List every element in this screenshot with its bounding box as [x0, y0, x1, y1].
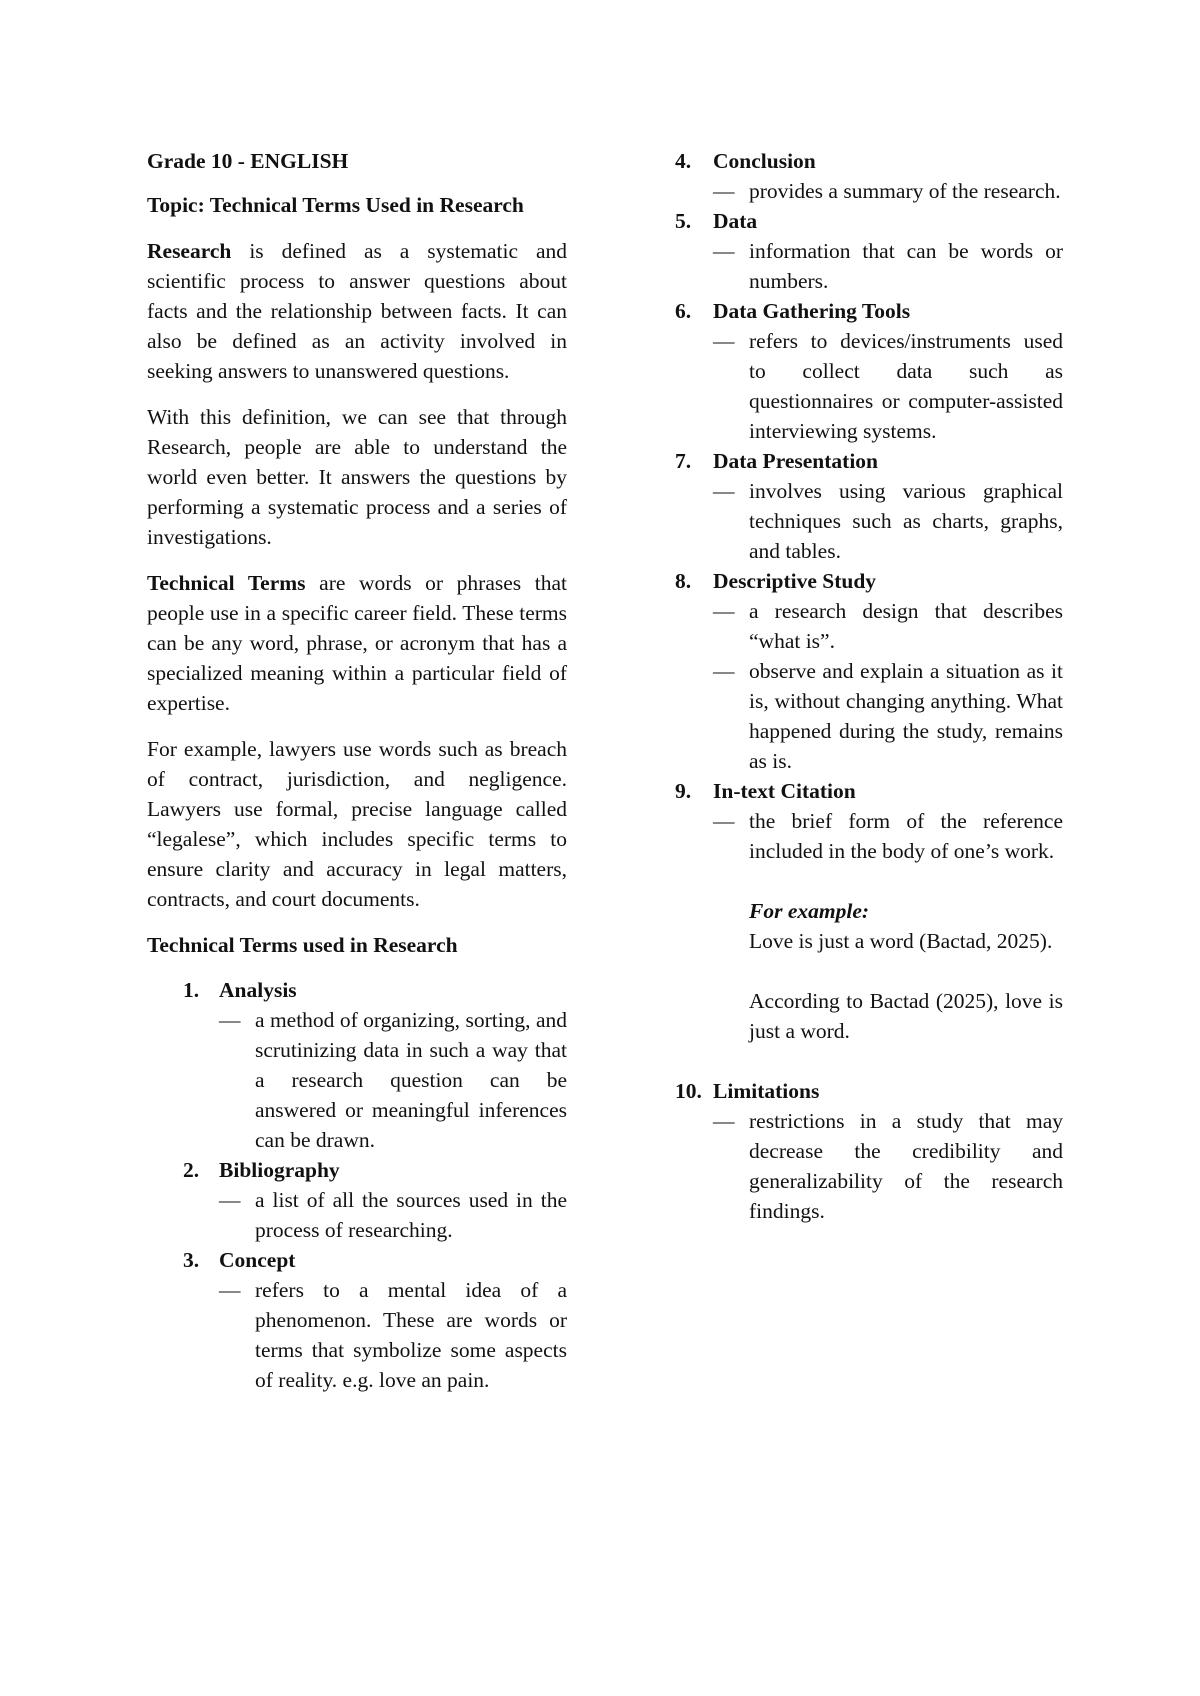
definition-text: a method of organizing, sorting, and scrutinizing data in such a way that a research question can be answered or meaningful inferences can be drawn.: [255, 1008, 567, 1152]
term-name: Limitations: [713, 1079, 820, 1103]
term-item-conclusion: [675, 146, 1063, 206]
research-definition-text: is defined as a systematic and scientific process to answer questions about facts and the relationship between facts. It can also be defined as an activity involved in seeking answers to unanswered questions.: [147, 239, 567, 383]
term-number: 8.: [675, 569, 692, 593]
section-heading: Technical Terms used in Research: [147, 933, 458, 957]
citation-example: [713, 896, 1063, 1046]
definition-text: information that can be words or numbers.: [749, 239, 1063, 293]
term-number: 5.: [675, 209, 692, 233]
example-text: According to Bactad (2025), love is just a word.: [749, 989, 1063, 1043]
term-number: 3.: [183, 1248, 200, 1272]
term-definition: [713, 596, 1063, 656]
term-number: 10.: [675, 1079, 702, 1103]
term-definitions: [713, 596, 1063, 776]
dash-marker: —: [713, 239, 735, 263]
dash-marker: —: [219, 1008, 241, 1032]
term-item-bibliography: [147, 1155, 567, 1245]
dash-marker: —: [219, 1188, 241, 1212]
dash-marker: —: [219, 1278, 241, 1302]
term-definition: [713, 176, 1063, 206]
term-definitions: [219, 1005, 567, 1155]
technical-terms-text: are words or phrases that people use in a specific career field. These terms can be any word, phrase, or acronym that has a specialized meaning within a particular field of expertise.: [147, 571, 567, 715]
example-label: For example:: [749, 899, 870, 923]
definition-text: refers to a mental idea of a phenomenon. These are words or terms that symbolize some aspects of reality. e.g. love an pain.: [255, 1278, 567, 1392]
dash-marker: —: [713, 1109, 735, 1133]
right-column: [675, 146, 1063, 1226]
technical-terms-term: Technical Terms: [147, 571, 306, 595]
term-definition: [713, 326, 1063, 446]
term-name: Bibliography: [219, 1158, 340, 1182]
term-item-data: [675, 206, 1063, 296]
definition-text: provides a summary of the research.: [749, 179, 1061, 203]
term-definitions: [713, 476, 1063, 566]
term-definition: [713, 236, 1063, 296]
lawyer-example-paragraph: For example, lawyers use words such as breach of contract, jurisdiction, and negligence. Lawyers use formal, precise language called “legalese”, which includes specific terms to ensure clarity and accuracy in legal matters, contracts, and court documents.: [147, 737, 567, 911]
term-name: Descriptive Study: [713, 569, 877, 593]
term-definition: [713, 656, 1063, 776]
grade-title: Grade 10 - ENGLISH: [147, 149, 349, 173]
research-definition-paragraph: [147, 236, 567, 386]
definition-text: a research design that describes “what is”.: [749, 599, 1063, 653]
term-definitions: [713, 176, 1063, 206]
term-definition: [219, 1275, 567, 1395]
term-number: 9.: [675, 779, 692, 803]
definition-text: involves using various graphical techniques such as charts, graphs, and tables.: [749, 479, 1063, 563]
term-definitions: [219, 1275, 567, 1395]
dash-marker: —: [713, 659, 735, 683]
example-text: Love is just a word (Bactad, 2025).: [749, 929, 1053, 953]
research-term: Research: [147, 239, 232, 263]
definition-text: a list of all the sources used in the process of researching.: [255, 1188, 567, 1242]
dash-marker: —: [713, 599, 735, 623]
terms-list-right: [675, 146, 1063, 1226]
term-definition: [713, 1106, 1063, 1226]
term-definitions: [713, 1106, 1063, 1226]
definition-text: restrictions in a study that may decrease the credibility and generalizability of the research findings.: [749, 1109, 1063, 1223]
definition-text: observe and explain a situation as it is, without changing anything. What happened during the study, remains as is.: [749, 659, 1063, 773]
term-definition: [713, 806, 1063, 866]
topic-heading: Topic: Technical Terms Used in Research: [147, 193, 524, 217]
term-number: 7.: [675, 449, 692, 473]
term-name: In-text Citation: [713, 779, 856, 803]
term-name: Conclusion: [713, 149, 816, 173]
term-number: 4.: [675, 149, 692, 173]
term-item-limitations: [675, 1076, 1063, 1226]
term-definitions: [713, 806, 1063, 866]
term-item-descriptive-study: [675, 566, 1063, 776]
definition-text: the brief form of the reference included in the body of one’s work.: [749, 809, 1063, 863]
dash-marker: —: [713, 479, 735, 503]
technical-terms-paragraph: [147, 568, 567, 718]
research-explanation-paragraph: With this definition, we can see that through Research, people are able to understand the world even better. It answers the questions by performing a systematic process and a series of investigations.: [147, 405, 567, 549]
terms-list-left: [147, 975, 567, 1395]
term-item-concept: [147, 1245, 567, 1395]
term-definition: [219, 1185, 567, 1245]
left-column: [147, 146, 567, 1395]
dash-marker: —: [713, 179, 735, 203]
term-number: 1.: [183, 978, 200, 1002]
term-name: Data Presentation: [713, 449, 879, 473]
dash-marker: —: [713, 329, 735, 353]
term-definitions: [713, 326, 1063, 446]
term-name: Data: [713, 209, 758, 233]
term-name: Data Gathering Tools: [713, 299, 911, 323]
term-name: Analysis: [219, 978, 297, 1002]
example-spacer: [749, 956, 1063, 986]
term-definitions: [713, 236, 1063, 296]
term-number: 2.: [183, 1158, 200, 1182]
term-name: Concept: [219, 1248, 296, 1272]
term-number: 6.: [675, 299, 692, 323]
dash-marker: —: [713, 809, 735, 833]
definition-text: refers to devices/instruments used to collect data such as questionnaires or computer-assisted interviewing systems.: [749, 329, 1063, 443]
term-definitions: [219, 1185, 567, 1245]
term-item-data-gathering-tools: [675, 296, 1063, 446]
term-item-data-presentation: [675, 446, 1063, 566]
term-definition: [219, 1005, 567, 1155]
term-item-in-text-citation: [675, 776, 1063, 1046]
term-item-analysis: [147, 975, 567, 1155]
term-definition: [713, 476, 1063, 566]
